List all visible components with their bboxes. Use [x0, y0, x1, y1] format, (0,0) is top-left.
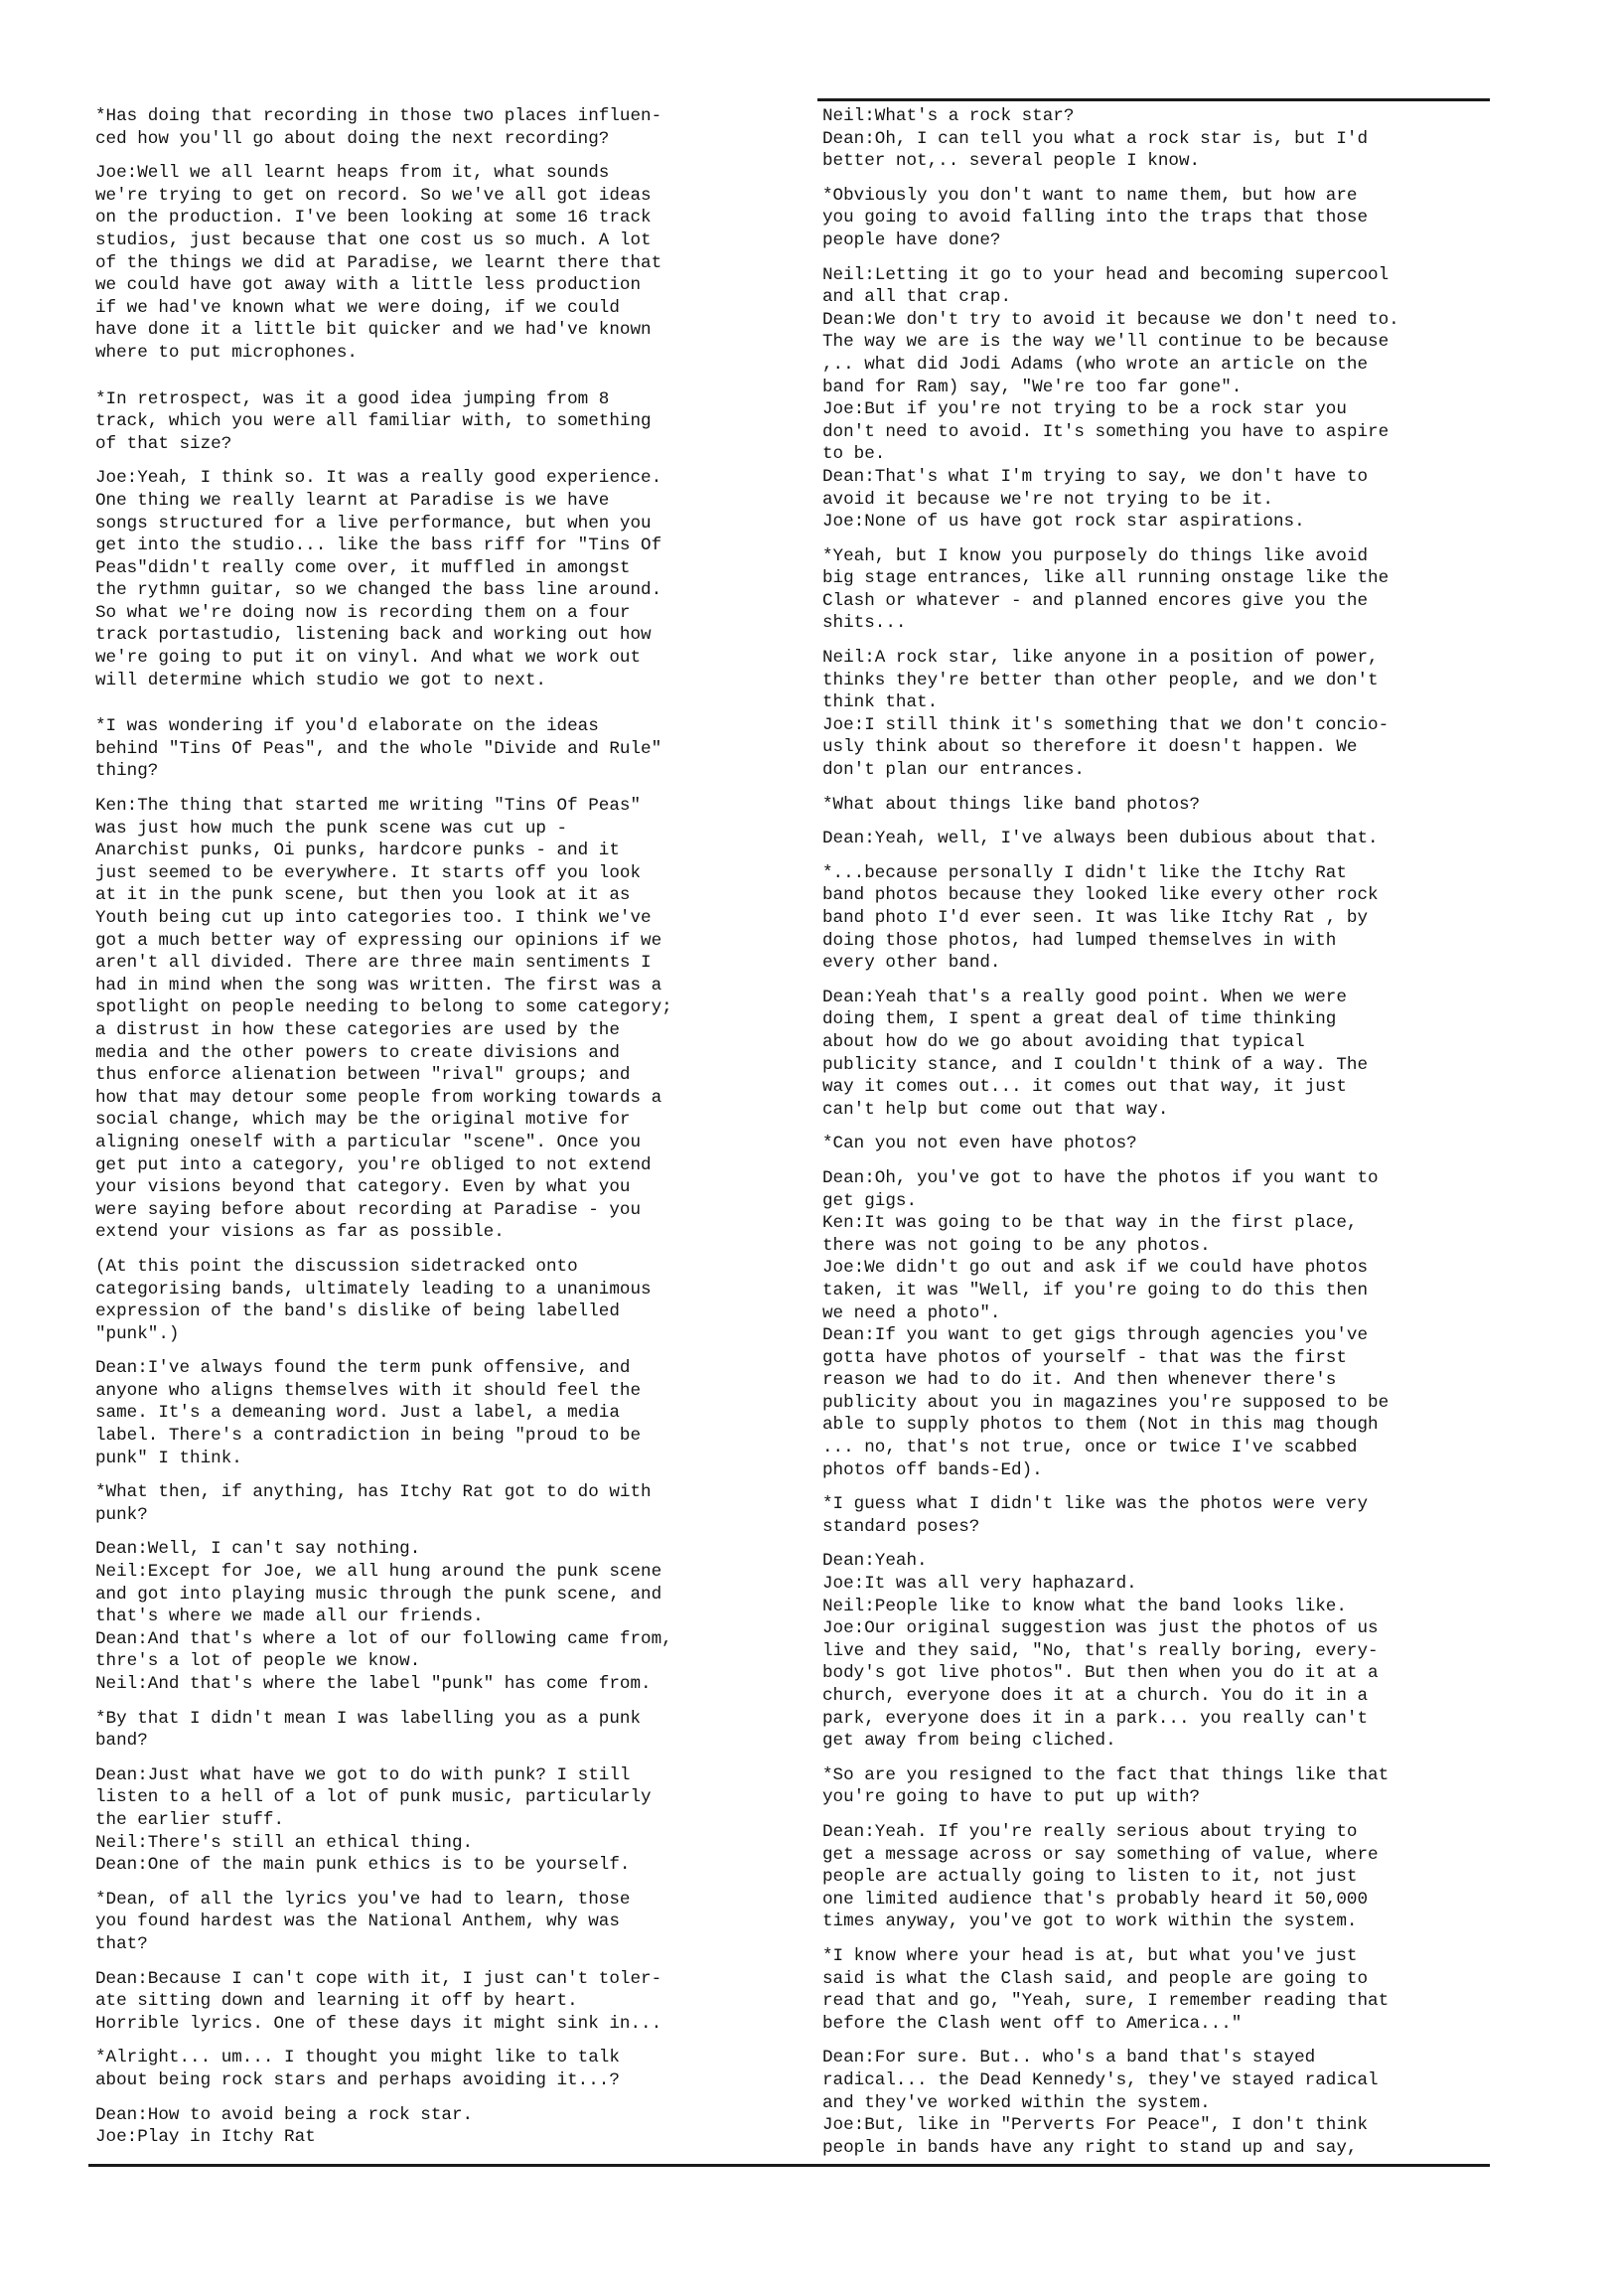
interview-paragraph — [822, 545, 1498, 635]
text-line: ... no, that's not true, once or twice I've scabbed — [822, 1438, 1358, 1458]
text-line: *Dean, of all the lyrics you've had to learn, those — [95, 1889, 631, 1910]
text-line: The way we are is the way we'll continue to be because — [822, 332, 1390, 353]
text-line: think that. — [822, 692, 939, 713]
text-line: usly think about so therefore it doesn't happen. We — [822, 737, 1358, 758]
text-line: spotlight on people needing to belong to some category; — [95, 997, 672, 1018]
text-line: that's where we made all our friends. — [95, 1607, 484, 1627]
text-line: live and they said, "No, that's really boring, every- — [822, 1640, 1379, 1661]
text-line: Dean:And that's where a lot of our following came from, — [95, 1628, 672, 1649]
text-line: get gigs. — [822, 1190, 918, 1211]
text-line: thus enforce alienation between "rival" groups; and — [95, 1065, 631, 1086]
text-line: Joe:But, like in "Perverts For Peace", I don't think — [822, 2115, 1369, 2136]
interview-paragraph — [822, 1550, 1498, 1752]
interview-paragraph — [822, 862, 1498, 975]
text-line: Neil:And that's where the label "punk" has come from. — [95, 1674, 652, 1694]
text-line: Dean:We don't try to avoid it because we don't need to. — [822, 309, 1399, 330]
text-line: a distrust in how these categories are used by the — [95, 1019, 620, 1040]
text-line: listen to a hell of a lot of punk music, particularly — [95, 1787, 652, 1808]
text-line: thing? — [95, 761, 159, 782]
text-line: big stage entrances, like all running onstage like the — [822, 568, 1390, 589]
text-line: So what we're doing now is recording them on a four — [95, 602, 631, 623]
interview-paragraph — [95, 1256, 791, 1345]
top-rule — [817, 98, 1490, 101]
text-line: Neil:A rock star, like anyone in a position of power, — [822, 648, 1379, 669]
text-line: way it comes out... it comes out that way, it just — [822, 1077, 1347, 1098]
interview-paragraph — [95, 1357, 791, 1469]
text-line: behind "Tins Of Peas", and the whole "Divide and Rule" — [95, 738, 662, 759]
text-line: *Has doing that recording in those two places influen- — [95, 106, 662, 126]
interview-paragraph — [95, 1889, 791, 1956]
text-line: punk? — [95, 1504, 148, 1525]
interview-paragraph — [95, 1538, 791, 1695]
text-line: don't need to avoid. It's something you have to aspire — [822, 421, 1390, 442]
text-line: have done it a little bit quicker and we had've known — [95, 320, 652, 341]
interview-paragraph — [95, 1708, 791, 1753]
text-line: ate sitting down and learning it off by heart. — [95, 1991, 578, 2012]
text-line: Joe:Yeah, I think so. It was a really good experience. — [95, 468, 662, 489]
text-line: Neil:People like to know what the band looks like. — [822, 1596, 1347, 1616]
text-line: get put into a category, you're obliged to not extend — [95, 1154, 652, 1175]
text-line: band? — [95, 1731, 148, 1752]
text-line: doing them, I spent a great deal of time thinking — [822, 1009, 1337, 1030]
text-line: *What then, if anything, has Itchy Rat got to do with — [95, 1482, 652, 1503]
text-line: Dean:Yeah that's a really good point. When we were — [822, 987, 1347, 1007]
text-line: Joe:None of us have got rock star aspirations. — [822, 512, 1305, 533]
interview-paragraph — [822, 185, 1498, 252]
text-line: gotta have photos of yourself - that was the first — [822, 1347, 1347, 1368]
interview-paragraph — [822, 1764, 1498, 1809]
interview-paragraph — [95, 388, 791, 456]
text-line: track portastudio, listening back and working out how — [95, 625, 652, 646]
text-line: we could have got away with a little less production — [95, 275, 642, 296]
text-line: at it in the punk scene, but then you look at it as — [95, 885, 631, 906]
text-line: *...because personally I didn't like the Itchy Rat — [822, 862, 1347, 883]
interview-paragraph — [95, 2104, 791, 2149]
text-line: Dean:One of the main punk ethics is to be yourself. — [95, 1855, 631, 1876]
text-line: about being rock stars and perhaps avoiding it...? — [95, 2069, 620, 2090]
text-line: ced how you'll go about doing the next recording? — [95, 128, 610, 149]
text-line: about how do we go about avoiding that typical — [822, 1031, 1305, 1052]
text-line: doing those photos, had lumped themselves in with — [822, 930, 1337, 951]
text-line: one limited audience that's probably heard it 50,000 — [822, 1889, 1369, 1910]
text-line: got a much better way of expressing our opinions if we — [95, 930, 662, 951]
text-line: and they've worked within the system. — [822, 2092, 1211, 2113]
text-line: and all that crap. — [822, 287, 1012, 308]
text-line: expression of the band's dislike of being labelled — [95, 1301, 620, 1322]
text-line: *In retrospect, was it a good idea jumping from 8 — [95, 388, 610, 409]
text-line: there was not going to be any photos. — [822, 1235, 1211, 1256]
text-line: ,.. what did Jodi Adams (who wrote an article on the — [822, 354, 1369, 375]
text-line: reason we had to do it. And then whenever there's — [822, 1370, 1337, 1391]
text-line: media and the other powers to create divisions and — [95, 1042, 620, 1063]
text-line: if we had've known what we were doing, if we could — [95, 297, 620, 318]
text-line: categorising bands, ultimately leading to a unanimous — [95, 1279, 652, 1300]
text-line: band photo I'd ever seen. It was like Itchy Rat , by — [822, 908, 1369, 928]
text-line: Joe:Well we all learnt heaps from it, what sounds — [95, 163, 610, 184]
text-line: *I guess what I didn't like was the photos were very — [822, 1494, 1369, 1515]
text-line: publicity stance, and I couldn't think of a way. The — [822, 1054, 1369, 1075]
text-line: Joe:I still think it's something that we don't concio- — [822, 714, 1390, 735]
text-line: your visions beyond that category. Even by what you — [95, 1177, 631, 1198]
text-line: Youth being cut up into categories too. I think we've — [95, 908, 652, 928]
text-line: *By that I didn't mean I was labelling you as a punk — [95, 1708, 642, 1729]
text-line: able to supply photos to them (Not in this mag though — [822, 1415, 1379, 1436]
text-line: don't plan our entrances. — [822, 760, 1085, 781]
text-line: Joe:We didn't go out and ask if we could have photos — [822, 1258, 1369, 1279]
text-line: every other band. — [822, 953, 1001, 974]
text-line: will determine which studio we got to next. — [95, 670, 546, 690]
text-line: Neil:Except for Joe, we all hung around the punk scene — [95, 1562, 662, 1583]
text-line: *Can you not even have photos? — [822, 1134, 1137, 1154]
interview-paragraph — [95, 105, 791, 150]
text-line: Dean:Oh, you've got to have the photos if you want to — [822, 1167, 1379, 1188]
text-line: on the production. I've been looking at some 16 track — [95, 208, 652, 229]
interview-paragraph — [822, 987, 1498, 1122]
text-line: times anyway, you've got to work within the system. — [822, 1912, 1358, 1932]
interview-paragraph — [95, 2047, 791, 2091]
text-line: people have done? — [822, 230, 1001, 250]
text-line: photos off bands-Ed). — [822, 1459, 1043, 1480]
text-line: Clash or whatever - and planned encores give you the — [822, 590, 1369, 611]
text-line: Ken:It was going to be that way in the first place, — [822, 1213, 1358, 1234]
text-line: we're going to put it on vinyl. And what we work out — [95, 648, 642, 669]
bottom-rule — [88, 2164, 1490, 2167]
text-line: Dean:Yeah. — [822, 1551, 928, 1572]
interview-paragraph — [95, 1481, 791, 1526]
interview-paragraph — [822, 1493, 1498, 1538]
text-line: you going to avoid falling into the traps that those — [822, 208, 1369, 229]
text-line: Dean:Oh, I can tell you what a rock star is, but I'd — [822, 128, 1369, 149]
text-line: the rythmn guitar, so we changed the bass line around. — [95, 580, 662, 601]
interview-paragraph — [822, 2047, 1498, 2159]
interview-paragraph — [822, 105, 1498, 173]
interview-paragraph — [822, 1167, 1498, 1481]
text-line: read that and go, "Yeah, sure, I remember reading that — [822, 1991, 1390, 2012]
interview-paragraph — [822, 1821, 1498, 1933]
text-line: we need a photo". — [822, 1302, 1001, 1323]
text-line: (At this point the discussion sidetracked onto — [95, 1256, 578, 1277]
text-line: Horrible lyrics. One of these days it might sink in... — [95, 2013, 662, 2034]
interview-paragraph — [822, 264, 1498, 534]
text-line: *I know where your head is at, but what you've just — [822, 1945, 1358, 1966]
interview-paragraph — [95, 467, 791, 691]
text-line: extend your visions as far as possible. — [95, 1222, 505, 1243]
text-line: were saying before about recording at Paradise - you — [95, 1199, 642, 1220]
text-line: Dean:Because I can't cope with it, I just can't toler- — [95, 1968, 662, 1989]
text-line: track, which you were all familiar with, to something — [95, 411, 652, 432]
text-line: of that size? — [95, 433, 232, 454]
text-line: standard poses? — [822, 1516, 980, 1537]
text-line: you found hardest was the National Anthem, why was — [95, 1912, 620, 1932]
text-line: you're going to have to put up with? — [822, 1787, 1201, 1808]
text-line: body's got live photos". But then when you do it at a — [822, 1663, 1379, 1684]
text-line: anyone who aligns themselves with it should feel the — [95, 1380, 642, 1401]
text-line: had in mind when the song was written. The first was a — [95, 975, 662, 995]
text-line: Joe:But if you're not trying to be a rock star you — [822, 399, 1347, 420]
text-line: before the Clash went off to America..." — [822, 2013, 1243, 2034]
text-line: aren't all divided. There are three main sentiments I — [95, 953, 652, 974]
text-line: Dean:How to avoid being a rock star. — [95, 2104, 474, 2125]
text-line: to be. — [822, 444, 886, 465]
text-line: Joe:Play in Itchy Rat — [95, 2127, 316, 2148]
interview-paragraph — [95, 715, 791, 783]
text-line: of the things we did at Paradise, we learnt there that — [95, 252, 662, 273]
text-line: Neil:There's still an ethical thing. — [95, 1832, 474, 1853]
text-line: Dean:Yeah, well, I've always been dubious about that. — [822, 829, 1379, 849]
text-line: *I was wondering if you'd elaborate on the ideas — [95, 716, 599, 737]
text-line: get into the studio... like the bass riff for "Tins Of — [95, 536, 662, 556]
text-line: *Yeah, but I know you purposely do things like avoid — [822, 545, 1369, 566]
text-line: shits... — [822, 613, 907, 634]
text-line: people in bands have any right to stand up and say, — [822, 2137, 1358, 2158]
text-line: band photos because they looked like every other rock — [822, 885, 1379, 906]
text-line: just seemed to be everywhere. It starts off you look — [95, 862, 642, 883]
text-line: avoid it because we're not trying to be it. — [822, 489, 1273, 510]
text-line: taken, it was "Well, if you're going to do this then — [822, 1280, 1369, 1301]
text-line: Joe:Our original suggestion was just the photos of us — [822, 1618, 1379, 1639]
text-line: can't help but come out that way. — [822, 1099, 1169, 1120]
text-line: "punk".) — [95, 1323, 180, 1344]
left-column — [95, 105, 791, 2161]
text-line: same. It's a demeaning word. Just a label, a media — [95, 1403, 620, 1424]
text-line: thre's a lot of people we know. — [95, 1651, 421, 1672]
text-line: social change, which may be the original motive for — [95, 1110, 631, 1131]
text-line: we're trying to get on record. So we've all got ideas — [95, 185, 652, 206]
text-line: studios, just because that one cost us so much. A lot — [95, 230, 652, 250]
text-line: get a message across or say something of value, where — [822, 1844, 1379, 1865]
text-line: Dean:Just what have we got to do with punk? I still — [95, 1764, 631, 1785]
text-line: said is what the Clash said, and people are going to — [822, 1968, 1369, 1989]
text-line: aligning oneself with a particular "scene". Once you — [95, 1132, 642, 1152]
text-line: *So are you resigned to the fact that things like that — [822, 1764, 1390, 1785]
text-line: Joe:It was all very haphazard. — [822, 1574, 1137, 1595]
text-line: Dean:Well, I can't say nothing. — [95, 1539, 421, 1560]
text-line: publicity about you in magazines you're supposed to be — [822, 1392, 1390, 1413]
text-line: radical... the Dead Kennedy's, they've stayed radical — [822, 2069, 1379, 2090]
text-line: Ken:The thing that started me writing "Tins Of Peas" — [95, 796, 642, 817]
text-line: the earlier stuff. — [95, 1809, 285, 1830]
text-line: Dean:I've always found the term punk offensive, and — [95, 1358, 631, 1379]
text-line: was just how much the punk scene was cut up - — [95, 818, 568, 839]
text-line: punk" I think. — [95, 1448, 242, 1468]
text-line: Anarchist punks, Oi punks, hardcore punks - and it — [95, 841, 620, 861]
text-line: *What about things like band photos? — [822, 794, 1201, 815]
text-line: band for Ram) say, "We're too far gone". — [822, 377, 1243, 397]
text-line: thinks they're better than other people, and we don't — [822, 670, 1379, 690]
text-line: songs structured for a live performance, but when you — [95, 513, 652, 534]
interview-paragraph — [822, 1133, 1498, 1155]
text-line: *Obviously you don't want to name them, but how are — [822, 185, 1358, 206]
text-line: One thing we really learnt at Paradise is we have — [95, 490, 610, 511]
text-line: where to put microphones. — [95, 342, 358, 363]
interview-paragraph — [95, 1764, 791, 1877]
text-line: park, everyone does it in a park... you really can't — [822, 1708, 1369, 1729]
text-line: Dean:For sure. But.. who's a band that's stayed — [822, 2048, 1316, 2068]
interview-paragraph — [822, 828, 1498, 850]
text-line: how that may detour some people from working towards a — [95, 1087, 662, 1108]
text-line: Dean:That's what I'm trying to say, we don't have to — [822, 466, 1369, 487]
interview-paragraph — [95, 795, 791, 1244]
text-line: Dean:Yeah. If you're really serious about trying to — [822, 1821, 1358, 1842]
text-line: better not,.. several people I know. — [822, 151, 1201, 172]
text-line: and got into playing music through the punk scene, and — [95, 1584, 662, 1605]
interview-paragraph — [822, 1945, 1498, 2035]
text-line: Neil:Letting it go to your head and becoming supercool — [822, 264, 1390, 285]
text-line: Dean:If you want to get gigs through agencies you've — [822, 1325, 1369, 1346]
text-line: get away from being cliched. — [822, 1731, 1116, 1752]
text-line: church, everyone does it at a church. You do it in a — [822, 1686, 1369, 1706]
right-column — [822, 105, 1498, 2171]
text-line: Peas"didn't really come over, it muffled in amongst — [95, 557, 631, 578]
text-line: people are actually going to listen to it, not just — [822, 1867, 1358, 1888]
interview-paragraph — [822, 647, 1498, 782]
interview-paragraph — [95, 162, 791, 364]
text-line: *Alright... um... I thought you might like to talk — [95, 2048, 620, 2068]
interview-paragraph — [95, 1968, 791, 2036]
text-line: label. There's a contradiction in being "proud to be — [95, 1426, 642, 1447]
text-line: that? — [95, 1933, 148, 1954]
text-line: Neil:What's a rock star? — [822, 106, 1075, 126]
interview-paragraph — [822, 794, 1498, 817]
